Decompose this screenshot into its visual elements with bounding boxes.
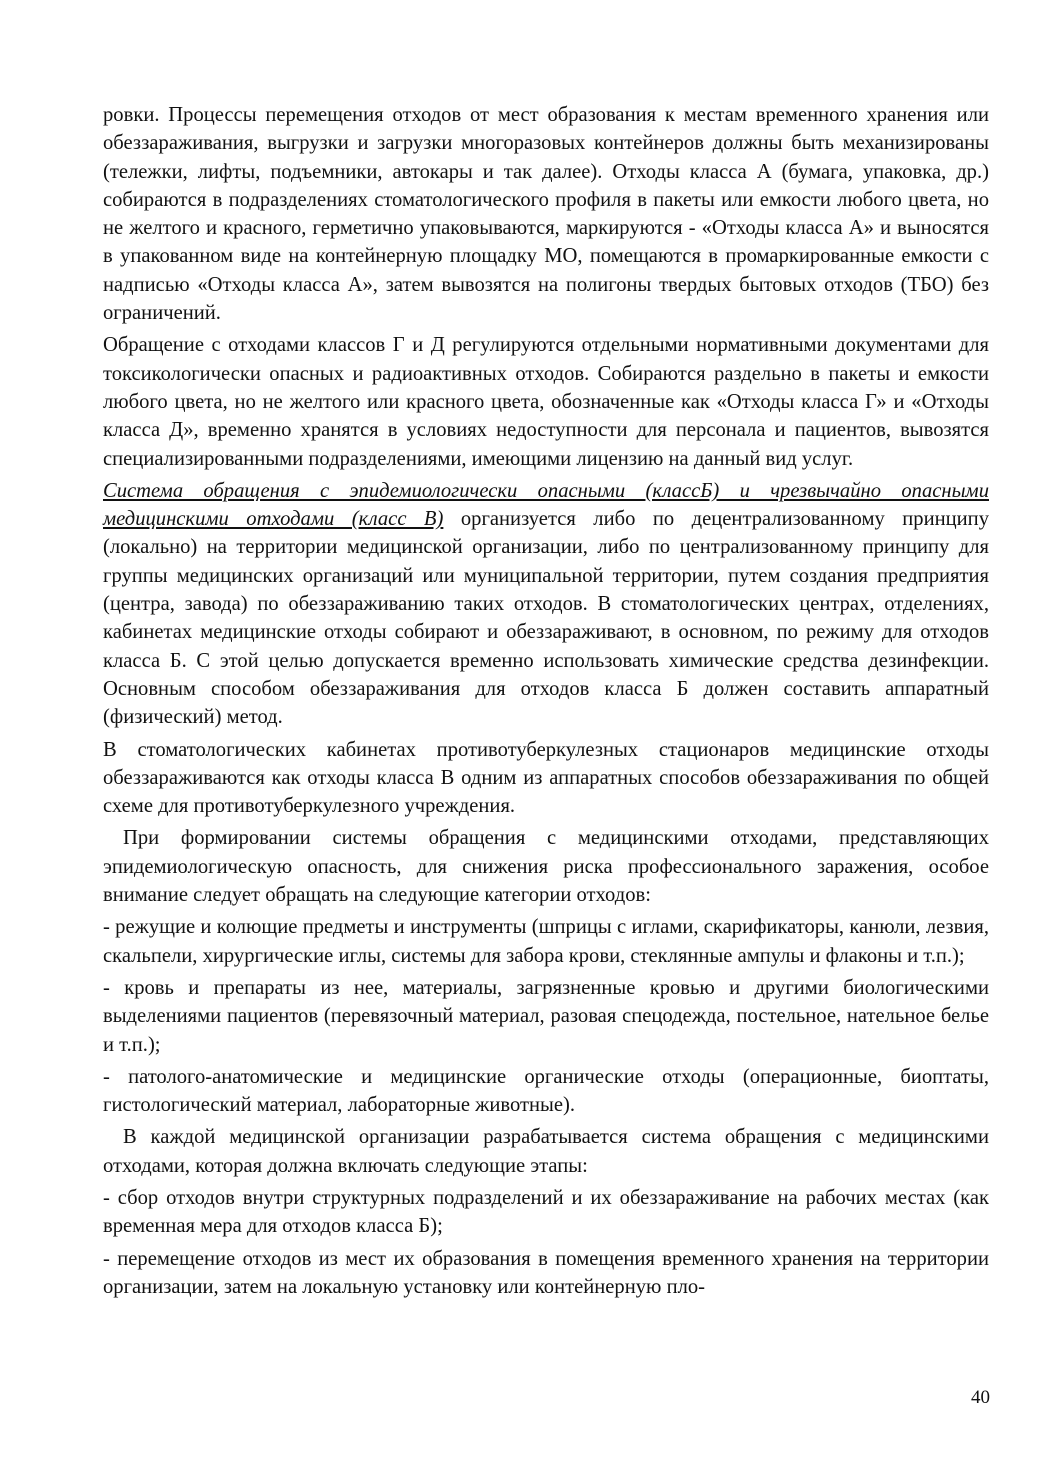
stage-item-transfer: - перемещение отходов из мест их образования в помещения временного хранения на территории организации, затем на локальную установку или контейнерную пло- [103,1247,989,1298]
paragraph-stages-intro: В каждой медицинской организации разрабатывается система обращения с медицинскими отходами, которая должна включать следующие этапы: [103,1126,989,1177]
risk-item-sharps: - режущие и колющие предметы и инструменты (шприцы с иглами, скарификаторы, канюли, лезвия, скальпели, хирургические иглы, системы для забора крови, стеклянные ампулы и флаконы и т.п.); [103,916,989,967]
paragraph-transport-class-a: ровки. Процессы перемещения отходов от мест образования к местам временного хранения или обеззараживания, выгрузки и загрузки многоразовых контейнеров должны быть механизированы (тележки, лифты, подъемники, автокары и так далее). Отходы класса А (бумага, упаковка, др.) собираются в подразделениях стоматологического профиля в пакеты или емкости любого цвета, но не желтого и красного, герметично упаковываются, маркируются - «Отходы класса А» и выносятся в упакованном виде на контейнерную площадку МО, помещаются в промаркированные емкости с надписью «Отходы класса А», затем вывозятся на полигоны твердых бытовых отходов (ТБО) без ограничений. [103,104,989,325]
paragraph-risk-intro: При формировании системы обращения с медицинскими отходами, представляющих эпидемиологическую опасность, для снижения риска профессионального заражения, особое внимание следует обращать на следующие категории отходов: [103,827,989,907]
risk-item-pathology: - патолого-анатомические и медицинские органические отходы (операционные, биоптаты, гистологический материал, лабораторные животные). [103,1065,989,1117]
document-body [103,101,989,1301]
system-text: организуется либо по децентрализованному принципу (локально) на территории медицинской организации, либо по централизованному принципу для группы медицинских организаций или муниципальной территории, путем создания предприятия (центра, завода) по обеззараживанию таких отходов. В стоматологических центрах, отделениях, кабинетах медицинские отходы собирают и обеззараживают, в основном, по режиму для отходов класса Б. С этой целью допускается временно использовать химические средства дезинфекции. Основным способом обеззараживания для отходов класса Б должен составить аппаратный (физический) метод. [103,508,989,729]
page-number: 40 [971,1387,990,1408]
system-heading: Система обращения с эпидемиологически опасными (классБ) и чрезвычайно опасными медицинскими отходами (класс В) [103,479,989,531]
stage-item-collection: - сбор отходов внутри структурных подразделений и их обеззараживание на рабочих местах (как временная мера для отходов класса Б); [103,1186,989,1238]
paragraph-system-b-v [103,477,989,732]
risk-item-blood: - кровь и препараты из нее, материалы, загрязненные кровью и другими биологическими выделениями пациентов (перевязочный материал, разовая спецодежда, постельное, нательное белье и т.п.); [103,976,989,1056]
paragraph-class-g-d: Обращение с отходами классов Г и Д регулируются отдельными нормативными документами для токсикологически опасных и радиоактивных отходов. Собираются раздельно в пакеты и емкости любого цвета, но не желтого или красного цвета, обозначенные как «Отходы класса Г» и «Отходы класса Д», временно хранятся в условиях недоступности для персонала и пациентов, вывозятся специализированными подразделениями, имеющими лицензию на данный вид услуг. [103,334,989,470]
paragraph-tb-clinics: В стоматологических кабинетах противотуберкулезных стационаров медицинские отходы обеззараживаются как отходы класса В одним из аппаратных способов обеззараживания по общей схеме для противотуберкулезного учреждения. [103,738,989,818]
